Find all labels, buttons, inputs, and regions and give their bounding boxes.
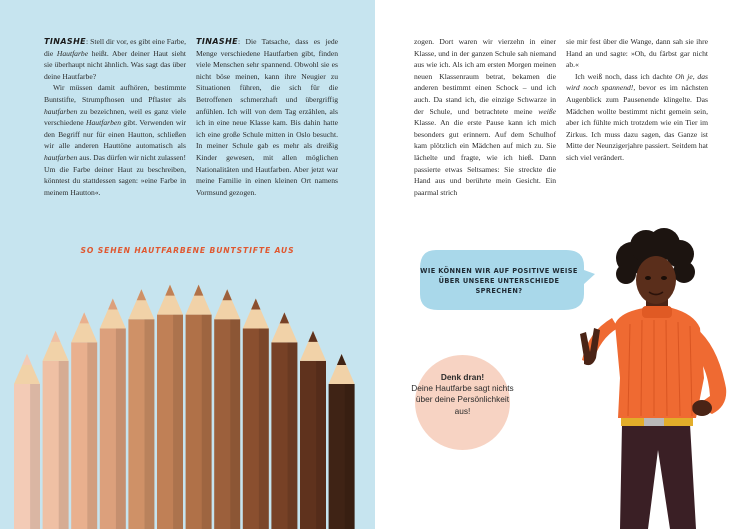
speaker-name: TINASHE — [196, 37, 239, 46]
pencil-caption: SO SEHEN HAUTFARBENE BUNTSTIFTE AUS — [80, 246, 295, 255]
trousers — [620, 424, 696, 529]
paragraph: TINASHE: Die Tatsache, dass es jede Menge verschiedene Hautfarben gibt, finden viele Menschen sehr spannend. Obwohl sie es nicht böse meinen, kann ihre Neugier zu Situationen führen, die sich für die Betroffenen schmerzhaft und übergriffig anfühlen. Ich will von dem Tag erzählen, als ich in eine neue Klasse kam. Bis dahin hatte ich eine große Schule mitten in Oslo besucht. In meiner Schule gab es mehr als dreißig Kinder gewesen, mit allen möglichen Nationalitäten und Hautfarben. Aber jetzt war meine Familie in einen kleinen Ort namens Vormsund gezogen. — [196, 37, 338, 197]
text-column-2 — [196, 36, 338, 198]
pencil — [71, 312, 97, 529]
collar — [642, 306, 672, 318]
right-eye — [661, 276, 667, 280]
reminder-body: Deine Hautfarbe sagt nichts über deine Persönlichkeit aus! — [411, 383, 514, 416]
pencil — [243, 298, 269, 529]
text-column-3 — [414, 36, 556, 198]
pencil — [300, 331, 326, 529]
pencil — [43, 331, 69, 529]
pencil — [186, 285, 212, 529]
question-text: WIE KÖNNEN WIR AUF POSITIVE WEISE ÜBER UNSERE UNTERSCHIEDE SPRECHEN? — [420, 267, 578, 296]
reminder-title: Denk dran! — [440, 372, 485, 382]
paragraph: Wir müssen damit aufhören, bestimmte Buntstifte, Strumpfhosen und Pflaster als hautfarben zu bezeichnen, weil es ganz viele verschiedene Hautfarben gibt. Verwenden wir den Begriff nur für einen Hautton, schließen wir alle anderen Hauttöne automatisch als hautfarben aus. Das dürfen wir nicht zulassen! Um die Farbe deiner Haut zu beschreiben, könntest du stattdessen sagen: »eine Farbe in meinem Hautton«. — [44, 83, 186, 197]
face — [636, 256, 676, 304]
right-hand — [692, 400, 712, 416]
speaker-name: TINASHE — [44, 37, 87, 46]
pencil — [128, 289, 154, 529]
reminder-box — [411, 372, 514, 417]
pencil — [14, 354, 40, 529]
paragraph: TINASHE: Stell dir vor, es gibt eine Farbe, die Hautfarbe heißt. Aber deiner Haut sieht sie überhaupt nicht ähnlich. Was sagt das über deine Hautfarbe? — [44, 37, 186, 81]
paragraph: Ich weiß noch, dass ich dachte Oh je, das wird noch spannend!, bevor es im nächsten Augenblick zum Pausenende klingelte. Das Mädchen wollte bestimmt nicht gemein sein, aber ich fühlte mich trotzdem wie ein Tier im Zirkus. Ich muss dazu sagen, das Ganze ist Mitte der Neunzigerjahre passiert. Seitdem hat sich viel verändert. — [566, 71, 708, 162]
pencil — [100, 298, 126, 529]
girl-illustration — [560, 228, 750, 529]
pencil — [157, 285, 183, 529]
paragraph: zogen. Dort waren wir vierzehn in einer Klasse, und in der ganzen Schule sah niemand aus wie ich. Als ich am ersten Morgen meinen neuen Klassenraum betrat, bekamen die anderen bestimmt einen Schock – und ich auch. Da stand ich, die einzige Schwarze in der Schule, und betrachtete meine weiße Klasse. An die erste Pause kann ich mich besonders gut erinnern. Auf dem Schulhof kam plötzlich ein Mädchen auf mich zu. Sie lächelte und fragte, wie ich hieß. Dann passierte etwas Seltsames: Sie streckte die Hand aus und berührte mein Gesicht. Ein paarmal strich — [414, 37, 556, 197]
pencil — [214, 289, 240, 529]
text-column-4 — [566, 36, 708, 164]
pencil — [271, 312, 297, 529]
left-eye — [645, 276, 651, 280]
paragraph: sie mir fest über die Wange, dann sah sie ihre Hand an und sagte: »Oh, du färbst gar nicht ab.« — [566, 37, 708, 70]
pencil-illustration — [0, 270, 375, 529]
text-column-1 — [44, 36, 186, 198]
pencil — [329, 354, 355, 529]
